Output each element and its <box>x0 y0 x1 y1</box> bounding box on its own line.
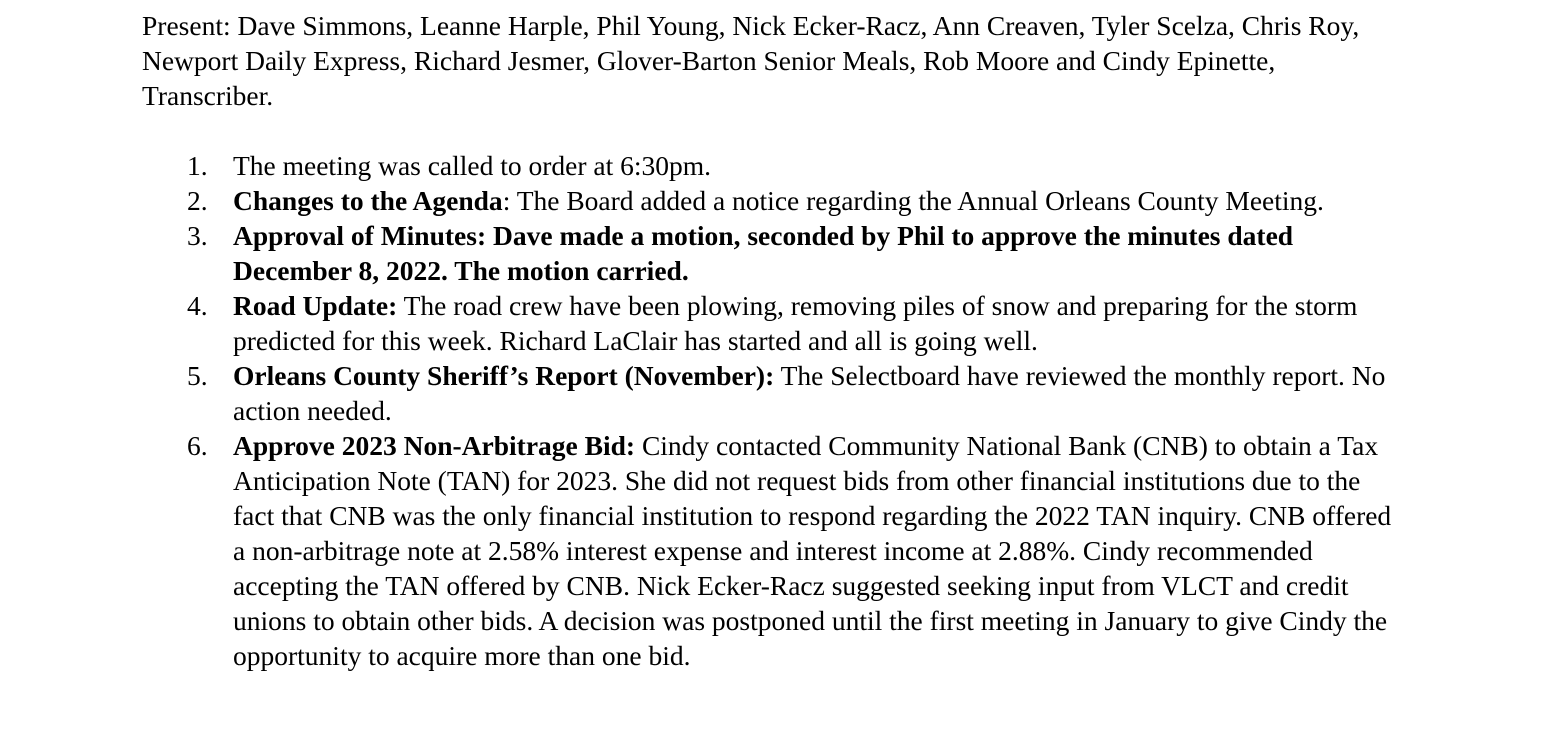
item-heading: Approval of Minutes: <box>233 220 487 251</box>
item-text <box>233 183 1402 218</box>
agenda-item-1 <box>142 148 1402 183</box>
item-number: 5. <box>187 360 208 391</box>
item-body: The meeting was called to order at 6:30pm. <box>233 150 712 181</box>
item-number: 1. <box>187 150 208 181</box>
agenda-item-6 <box>142 428 1402 673</box>
minutes-document <box>142 8 1402 673</box>
agenda-item-5 <box>142 358 1402 428</box>
item-body: Cindy contacted Community National Bank (CNB) to obtain a Tax Anticipation Note (TAN) for 2023. She did not request bids from other financial institutions due to the fact that CNB was the only financial institution to respond regarding the 2022 TAN inquiry. CNB offered a non-arbitrage note at 2.58% interest expense and interest income at 2.88%. Cindy recommended accepting the TAN offered by CNB. Nick Ecker-Racz suggested seeking input from VLCT and credit unions to obtain other bids. A decision was postponed until the first meeting in January to give Cindy the opportunity to acquire more than one bid. <box>233 430 1392 671</box>
item-number: 4. <box>187 290 208 321</box>
agenda-item-3 <box>142 218 1402 288</box>
item-body: Dave made a motion, seconded by Phil to approve the minutes dated December 8, 2022. The motion carried. <box>233 220 1294 286</box>
item-number: 6. <box>187 430 208 461</box>
item-heading: Road Update: <box>233 290 398 321</box>
item-number: 2. <box>187 185 208 216</box>
item-text <box>233 358 1402 428</box>
attendees-paragraph: Present: Dave Simmons, Leanne Harple, Phil Young, Nick Ecker-Racz, Ann Creaven, Tyler Scelza, Chris Roy, Newport Daily Express, Richard Jesmer, Glover-Barton Senior Meals, Rob Moore and Cindy Epinette, Transcriber. <box>142 10 1360 111</box>
item-text <box>233 428 1402 673</box>
item-heading: Approve 2023 Non-Arbitrage Bid: <box>233 430 636 461</box>
agenda-item-4 <box>142 288 1402 358</box>
agenda-list <box>142 148 1402 673</box>
item-text <box>233 288 1402 358</box>
item-heading: Changes to the Agenda <box>233 185 503 216</box>
item-body: : The Board added a notice regarding the Annual Orleans County Meeting. <box>502 185 1324 216</box>
agenda-item-2 <box>142 183 1402 218</box>
item-body: The Selectboard have reviewed the monthly report. No action needed. <box>233 360 1386 426</box>
item-text <box>233 148 1402 183</box>
item-heading: Orleans County Sheriff’s Report (November): <box>233 360 775 391</box>
item-text <box>233 218 1402 288</box>
item-body: The road crew have been plowing, removing piles of snow and preparing for the storm predicted for this week. Richard LaClair has started and all is going well. <box>233 290 1358 356</box>
item-number: 3. <box>187 220 208 251</box>
